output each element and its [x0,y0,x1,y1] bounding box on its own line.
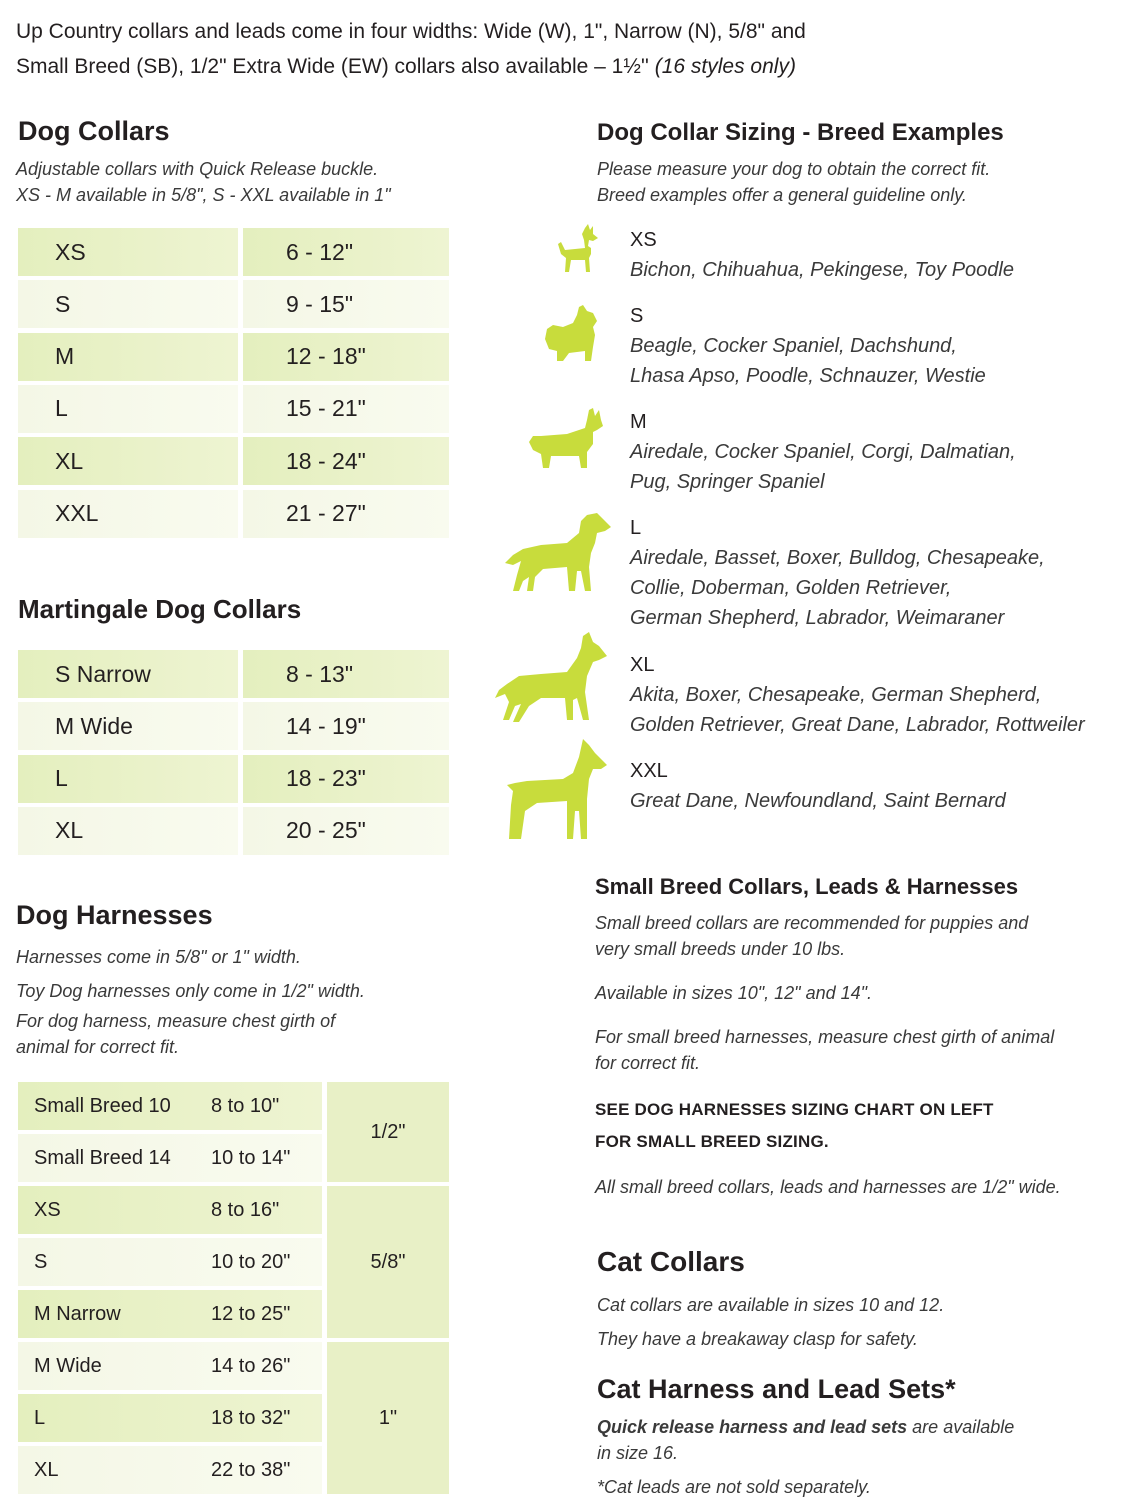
martingale-range-cell: 20 - 25" [243,807,449,855]
small-breed-p4: All small breed collars, leads and harnesses are 1/2" wide. [595,1177,1061,1197]
small-terrier-icon [543,305,601,363]
small-breed-p1: Small breed collars are recommended for puppies and very small breeds under 10 lbs. [595,913,1029,959]
harness-size: XS [34,1198,61,1221]
shepherd-icon [495,632,607,724]
breed-entry [630,650,1085,740]
harness-range: 10 to 14" [211,1146,291,1169]
breed-list-line: German Shepherd, Labrador, Weimaraner [630,607,1005,629]
small-breed-title: Small Breed Collars, Leads & Harnesses [595,874,1019,899]
collar-range-cell: 21 - 27" [243,490,449,538]
breed-list-line: Golden Retriever, Great Dane, Labrador, Rottweiler [630,714,1085,736]
breed-list-line: Akita, Boxer, Chesapeake, German Shepherd, [630,684,1042,706]
dog-collars-title: Dog Collars [18,116,170,146]
breed-size: XXL [630,760,668,782]
harnesses-desc: Harnesses come in 5/8" or 1" width. Toy Dog harnesses only come in 1/2" width. [16,947,365,1001]
martingale-size-cell: M Wide [18,702,238,750]
harness-range: 12 to 25" [211,1302,291,1325]
harness-range: 14 to 26" [211,1354,291,1377]
harness-range: 8 to 16" [211,1198,280,1221]
collar-size-cell: XS [18,228,238,276]
breed-size: L [630,517,642,539]
breed-list-line: Airedale, Basset, Boxer, Bulldog, Chesapeake, [630,547,1045,569]
cat-collars-desc: Cat collars are available in sizes 10 and 12. They have a breakaway clasp for safety. [597,1295,945,1349]
collar-range-cell: 15 - 21" [243,385,449,433]
cat-harness-title: Cat Harness and Lead Sets* [597,1374,956,1404]
intro-text [16,14,1136,84]
harness-size: L [34,1406,46,1429]
small-breed-p3: For small breed harnesses, measure chest girth of animal for correct fit. [595,1027,1055,1073]
harness-row [18,1342,322,1390]
corgi-icon [527,408,605,472]
breed-entry [630,513,1045,633]
breed-size: XL [630,654,655,676]
retriever-icon [505,511,611,595]
breed-list-line: Pug, Springer Spaniel [630,471,825,493]
great-dane-icon [503,739,607,843]
chihuahua-icon [555,224,599,274]
harness-width-cell: 5/8" [327,1186,449,1338]
martingale-size-cell: XL [18,807,238,855]
breed-list-line: Lhasa Apso, Poodle, Schnauzer, Westie [630,365,986,387]
martingale-range-cell: 18 - 23" [243,755,449,803]
harness-row [18,1290,322,1338]
harness-range: 10 to 20" [211,1250,291,1273]
harness-size: S [34,1250,48,1273]
breed-list-line: Collie, Doberman, Golden Retriever, [630,577,952,599]
collar-range-cell: 9 - 15" [243,280,449,328]
collar-size-cell: M [18,333,238,381]
cat-harness-desc: Quick release harness and lead sets are available in size 16. [597,1417,1015,1463]
breed-entry [630,225,1014,285]
intro-line-1: Up Country collars and leads come in four widths: Wide (W), 1", Narrow (N), 5/8" and [16,20,806,43]
harness-row [18,1082,322,1130]
breed-list-line: Beagle, Cocker Spaniel, Dachshund, [630,335,957,357]
small-breed-caps-2: FOR SMALL BREED SIZING. [595,1132,829,1151]
martingale-size-cell: L [18,755,238,803]
breed-list-line: Great Dane, Newfoundland, Saint Bernard [630,790,1006,812]
harness-range: 18 to 32" [211,1406,291,1429]
breed-size: S [630,305,644,327]
breed-entry [630,756,1006,816]
breed-entry [630,301,986,391]
harness-width-cell: 1" [327,1342,449,1494]
harness-size: Small Breed 14 [34,1146,171,1169]
martingale-size-cell: S Narrow [18,650,238,698]
breed-list-line: Airedale, Cocker Spaniel, Corgi, Dalmatian, [630,441,1016,463]
small-breed-caps-1: SEE DOG HARNESSES SIZING CHART ON LEFT [595,1100,994,1119]
breed-size: M [630,411,647,433]
harnesses-title: Dog Harnesses [16,900,213,930]
small-breed-p2: Available in sizes 10", 12" and 14". [595,983,873,1003]
harness-row [18,1394,322,1442]
harness-size: Small Breed 10 [34,1094,171,1117]
harness-range: 8 to 10" [211,1094,280,1117]
collar-range-cell: 6 - 12" [243,228,449,276]
collar-size-cell: XL [18,437,238,485]
breed-list-line: Bichon, Chihuahua, Pekingese, Toy Poodle [630,259,1014,281]
collar-size-cell: L [18,385,238,433]
cat-collars-title: Cat Collars [597,1246,745,1277]
collar-size-cell: XXL [18,490,238,538]
cat-harness-note: *Cat leads are not sold separately. [597,1477,871,1497]
collar-size-cell: S [18,280,238,328]
breed-size: XS [630,229,657,251]
breed-examples-title: Dog Collar Sizing - Breed Examples [597,119,1004,146]
breed-examples-desc: Please measure your dog to obtain the correct fit. Breed examples offer a general guideline only. [597,159,991,205]
harnesses-desc-measure: For dog harness, measure chest girth of animal for correct fit. [16,1011,336,1057]
harness-row [18,1238,322,1286]
martingale-range-cell: 8 - 13" [243,650,449,698]
harness-range: 22 to 38" [211,1458,291,1481]
harness-row [18,1186,322,1234]
intro-line-2: Small Breed (SB), 1/2" Extra Wide (EW) collars also available – 1½'' (16 styles only) [16,55,796,78]
collar-range-cell: 18 - 24" [243,437,449,485]
harness-row [18,1134,322,1182]
harness-row [18,1446,322,1494]
martingale-title: Martingale Dog Collars [18,594,302,624]
harness-size: M Wide [34,1354,102,1377]
collar-range-cell: 12 - 18" [243,333,449,381]
martingale-range-cell: 14 - 19" [243,702,449,750]
harness-width-cell: 1/2" [327,1082,449,1182]
dog-collars-desc: Adjustable collars with Quick Release buckle. XS - M available in 5/8", S - XXL available in 1" [16,159,391,205]
harness-size: M Narrow [34,1302,121,1325]
harness-size: XL [34,1458,59,1481]
breed-entry [630,407,1016,497]
